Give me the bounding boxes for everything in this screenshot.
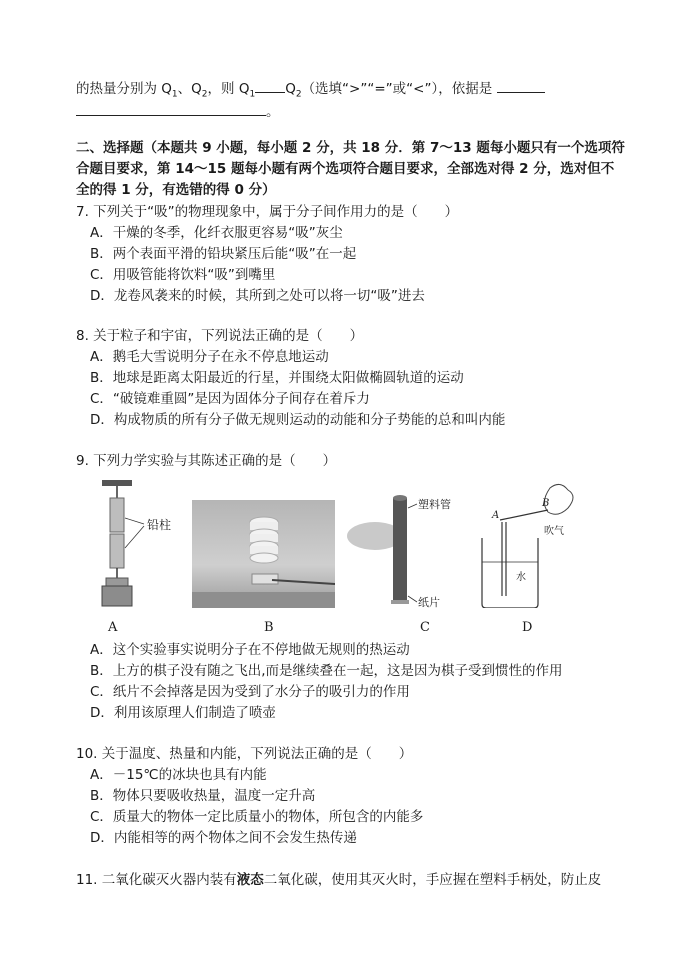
q2-subscript: 2 — [201, 89, 208, 100]
q8-option-d[interactable]: D．构成物质的所有分子做无规则运动的动能和分子势能的总和叫内能 — [90, 412, 506, 428]
chess-stack-illustration — [192, 500, 335, 608]
water-cup — [482, 538, 538, 608]
answer-blank-reason-1[interactable] — [497, 78, 545, 93]
intro-period: 。 — [266, 104, 280, 120]
section-header-line-1: 二、选择题（本题共 9 小题，每小题 2 分，共 18 分．第 7～13 题每小题只有一个选项符 — [76, 140, 625, 156]
label-blow: 吹气 — [544, 526, 564, 537]
ruler-stick — [272, 580, 335, 584]
q10-option-a[interactable]: A．－15℃的冰块也具有内能 — [90, 767, 267, 783]
figure-d-blow-tube — [470, 478, 590, 608]
q10-option-c[interactable]: C．质量大的物体一定比质量小的物体，所包含的内能多 — [90, 809, 424, 825]
q10-option-b[interactable]: B．物体只要吸收热量，温度一定升高 — [90, 788, 316, 804]
figure-c-plastic-tube — [345, 478, 465, 608]
q11-text-b: 二氧化碳，使用其灭火时，手应握在塑料手柄处，防止皮 — [263, 872, 602, 888]
lower-lead-cylinder — [110, 534, 124, 568]
plastic-tube — [393, 498, 407, 602]
answer-blank-reason-2[interactable] — [76, 101, 266, 116]
q7-option-c[interactable]: C．用吸管能将饮料“吸”到嘴里 — [90, 267, 276, 283]
answer-blank-compare[interactable] — [255, 78, 285, 93]
q9-option-a[interactable]: A．这个实验事实说明分子在不停地做无规则的热运动 — [90, 642, 410, 658]
label-point-b: B — [542, 498, 550, 509]
upper-lead-cylinder — [110, 498, 124, 532]
intro-text-b: 、Q — [177, 81, 202, 97]
q11-text-bold: 液态 — [236, 872, 264, 888]
q1-subscript: 1 — [171, 89, 178, 100]
q10-stem: 10. 关于温度、热量和内能，下列说法正确的是（ ） — [76, 746, 413, 762]
q8-option-b[interactable]: B．地球是距离太阳最近的行星，并围绕太阳做椭圆轨道的运动 — [90, 370, 464, 386]
label-lead-cylinder: 铅柱 — [147, 518, 172, 532]
blow-tube-b — [500, 510, 548, 520]
figure-label-a: A — [108, 620, 118, 635]
q9-option-c[interactable]: C．纸片不会掉落是因为受到了水分子的吸引力的作用 — [90, 684, 410, 700]
intro-text-e: （选填“>”“=”或“<”），依据是 — [301, 81, 493, 97]
label-point-a: A — [492, 510, 500, 521]
q8-stem: 8. 关于粒子和宇宙，下列说法正确的是（ ） — [76, 328, 364, 344]
intro-text-a: 的热量分别为 Q — [76, 81, 172, 97]
intro-text-d: Q — [285, 81, 296, 97]
q8-option-a[interactable]: A．鹅毛大雪说明分子在永不停息地运动 — [90, 349, 329, 365]
label-water: 水 — [516, 572, 526, 583]
q11-text-a: 11. 二氧化碳灭火器内装有 — [76, 872, 237, 888]
q8-option-c[interactable]: C．“破镜难重圆”是因为固体分子间存在着斥力 — [90, 391, 370, 407]
ceiling-mount — [102, 480, 132, 486]
section-header-line-3: 全的得 1 分，有选错的得 0 分） — [76, 182, 276, 198]
q9-stem: 9. 下列力学实验与其陈述正确的是（ ） — [76, 453, 337, 469]
q7-option-d[interactable]: D．龙卷风袭来的时候，其所到之处可以将一切“吸”进去 — [90, 288, 425, 304]
q9-option-b[interactable]: B．上方的棋子没有随之飞出,而是继续叠在一起，这是因为棋子受到惯性的作用 — [90, 663, 563, 679]
section-header-line-2: 合题目要求，第 14～15 题每小题有两个选项符合题目要求，全部选对得 2 分，选对但不 — [76, 161, 615, 177]
paper-card — [391, 600, 409, 604]
q10-option-d[interactable]: D．内能相等的两个物体之间不会发生热传递 — [90, 830, 357, 846]
figure-label-c: C — [420, 620, 430, 635]
figure-label-d: D — [522, 620, 533, 635]
q7-stem: 7. 下列关于“吸”的物理现象中，属于分子间作用力的是（ ） — [76, 204, 459, 220]
q1-subscript-2: 1 — [249, 89, 256, 100]
label-plastic-tube: 塑料管 — [418, 498, 451, 511]
label-paper: 纸片 — [418, 596, 440, 608]
q2-subscript-2: 2 — [295, 89, 302, 100]
hook-weight-top — [106, 578, 128, 586]
figure-b-chess-pieces-photo — [192, 500, 335, 608]
intro-line-2 — [76, 101, 280, 122]
intro-text-c: ，则 Q — [207, 81, 250, 97]
figure-a-lead-cylinders — [92, 478, 192, 608]
hanging-weight — [102, 586, 132, 606]
q11-stem — [76, 870, 601, 890]
q9-option-d[interactable]: D．利用该原理人们制造了喷壶 — [90, 705, 276, 721]
q7-option-b[interactable]: B．两个表面平滑的铅块紧压后能“吸”在一起 — [90, 246, 357, 262]
figure-label-b: B — [264, 620, 274, 635]
q7-option-a[interactable]: A．干燥的冬季，化纤衣服更容易“吸”灰尘 — [90, 225, 343, 241]
